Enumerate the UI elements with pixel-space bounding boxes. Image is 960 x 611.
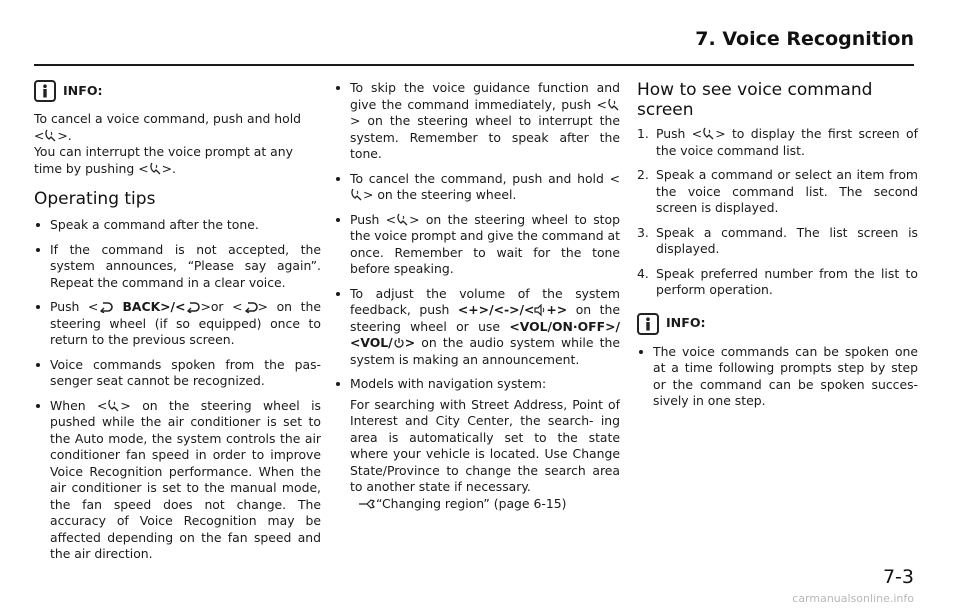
back-arrow-icon — [243, 301, 258, 313]
talk-icon — [396, 213, 409, 226]
info-label: INFO: — [666, 315, 706, 331]
talk-icon — [607, 98, 620, 111]
talk-icon — [107, 399, 120, 412]
info-icon — [34, 80, 56, 102]
list-item: Push < > on the steering wheel to stop the voice prompt and give the command at once. Remember to wait for the tone before speaking. — [334, 212, 620, 278]
info-header — [34, 80, 321, 102]
operating-tips-list — [34, 217, 321, 563]
info-list — [637, 344, 918, 410]
watermark: carmanualsonline.info — [792, 592, 914, 605]
info-header — [637, 313, 918, 335]
list-item: 1. Push < > to display the first screen of the voice command list. — [637, 126, 918, 158]
info-line-1: To cancel a voice command, push and hold — [34, 111, 301, 126]
list-item: To cancel the command, push and hold <> on the steering wheel. — [334, 171, 620, 204]
list-item: To adjust the volume of the system feedback, push <+>/<->/< +> on the steering wheel or use <VOL/ON·OFF>/ <VOL/ > on the audio system while the system is making an announcement. — [334, 286, 620, 369]
steps-list — [637, 126, 918, 299]
section-heading-operating-tips: Operating tips — [34, 189, 156, 209]
list-item: Push < BACK>/< >or < > on the steering wheel (if so equipped) once to return to the previous screen. — [34, 299, 321, 349]
talk-icon — [350, 188, 363, 201]
list-item: 4. Speak preferred number from the list to perform operation. — [637, 265, 918, 297]
header-rule — [34, 64, 914, 66]
column-3 — [637, 80, 918, 418]
tips-list-continued — [334, 80, 620, 512]
info-line-4: time by pushing < >. — [34, 160, 176, 176]
navigation-note: For searching with Street Address, Point of Interest and City Center, the search- ing area is automatically set to the state where your vehicle is located. Use Change State/Province to change the search area to another state if necessary. — [350, 396, 620, 494]
info-line-2: < >. — [34, 127, 72, 143]
talk-icon — [149, 162, 162, 175]
back-arrow-icon — [185, 301, 200, 313]
list-item: Models with navigation system: For searching with Street Address, Point of Interest and City Center, the search- ing area is automatically set to the state where your vehicle is located. Use Change State/Province to change the search area to another state if necessary. “Changing region” (page 6-15) — [334, 376, 620, 512]
section-heading-voice-command-screen: How to see voice command screen — [637, 80, 873, 120]
column-2 — [334, 80, 620, 520]
back-arrow-icon — [98, 301, 113, 313]
column-1 — [34, 80, 321, 571]
list-item: 3. Speak a command. The list screen is displayed. — [637, 224, 918, 256]
list-item: 2. Speak a command or select an item from the voice command list. The second screen is displayed. — [637, 167, 918, 215]
volume-icon — [534, 304, 546, 316]
list-item: Speak a command after the tone. — [34, 217, 321, 234]
list-item: When < > on the steering wheel is pushed while the air conditioner is set to the Auto mode, the system controls the air conditioner fan speed in order to improve Voice Recognition performance. When the air conditioner is set to the manual mode, the fan speed does not change. The accuracy of Voice Recognition may be affected depending on the fan speed and the air direction. — [34, 398, 321, 563]
reference-hand-icon — [358, 498, 376, 510]
page-reference: “Changing region” (page 6-15) — [350, 496, 620, 513]
list-item: The voice commands can be spoken one at a time following prompts step by step or the command can be spoken succes- sively in one step. — [637, 344, 918, 410]
info-label: INFO: — [63, 82, 103, 98]
page-number: 7-3 — [882, 566, 914, 588]
list-item: Voice commands spoken from the pas- senger seat cannot be recognized. — [34, 357, 321, 390]
info-icon — [637, 313, 659, 335]
power-icon — [393, 337, 405, 349]
talk-icon — [702, 127, 715, 140]
chapter-title: 7. Voice Recognition — [695, 28, 914, 50]
list-item: If the command is not accepted, the system announces, “Please say again”. Repeat the command in a clear voice. — [34, 242, 321, 292]
talk-icon — [44, 129, 57, 142]
info-line-3: You can interrupt the voice prompt at any — [34, 144, 293, 159]
list-item: To skip the voice guidance function and give the command immediately, push <> on the steering wheel to interrupt the system. Remember to speak after the tone. — [334, 80, 620, 163]
